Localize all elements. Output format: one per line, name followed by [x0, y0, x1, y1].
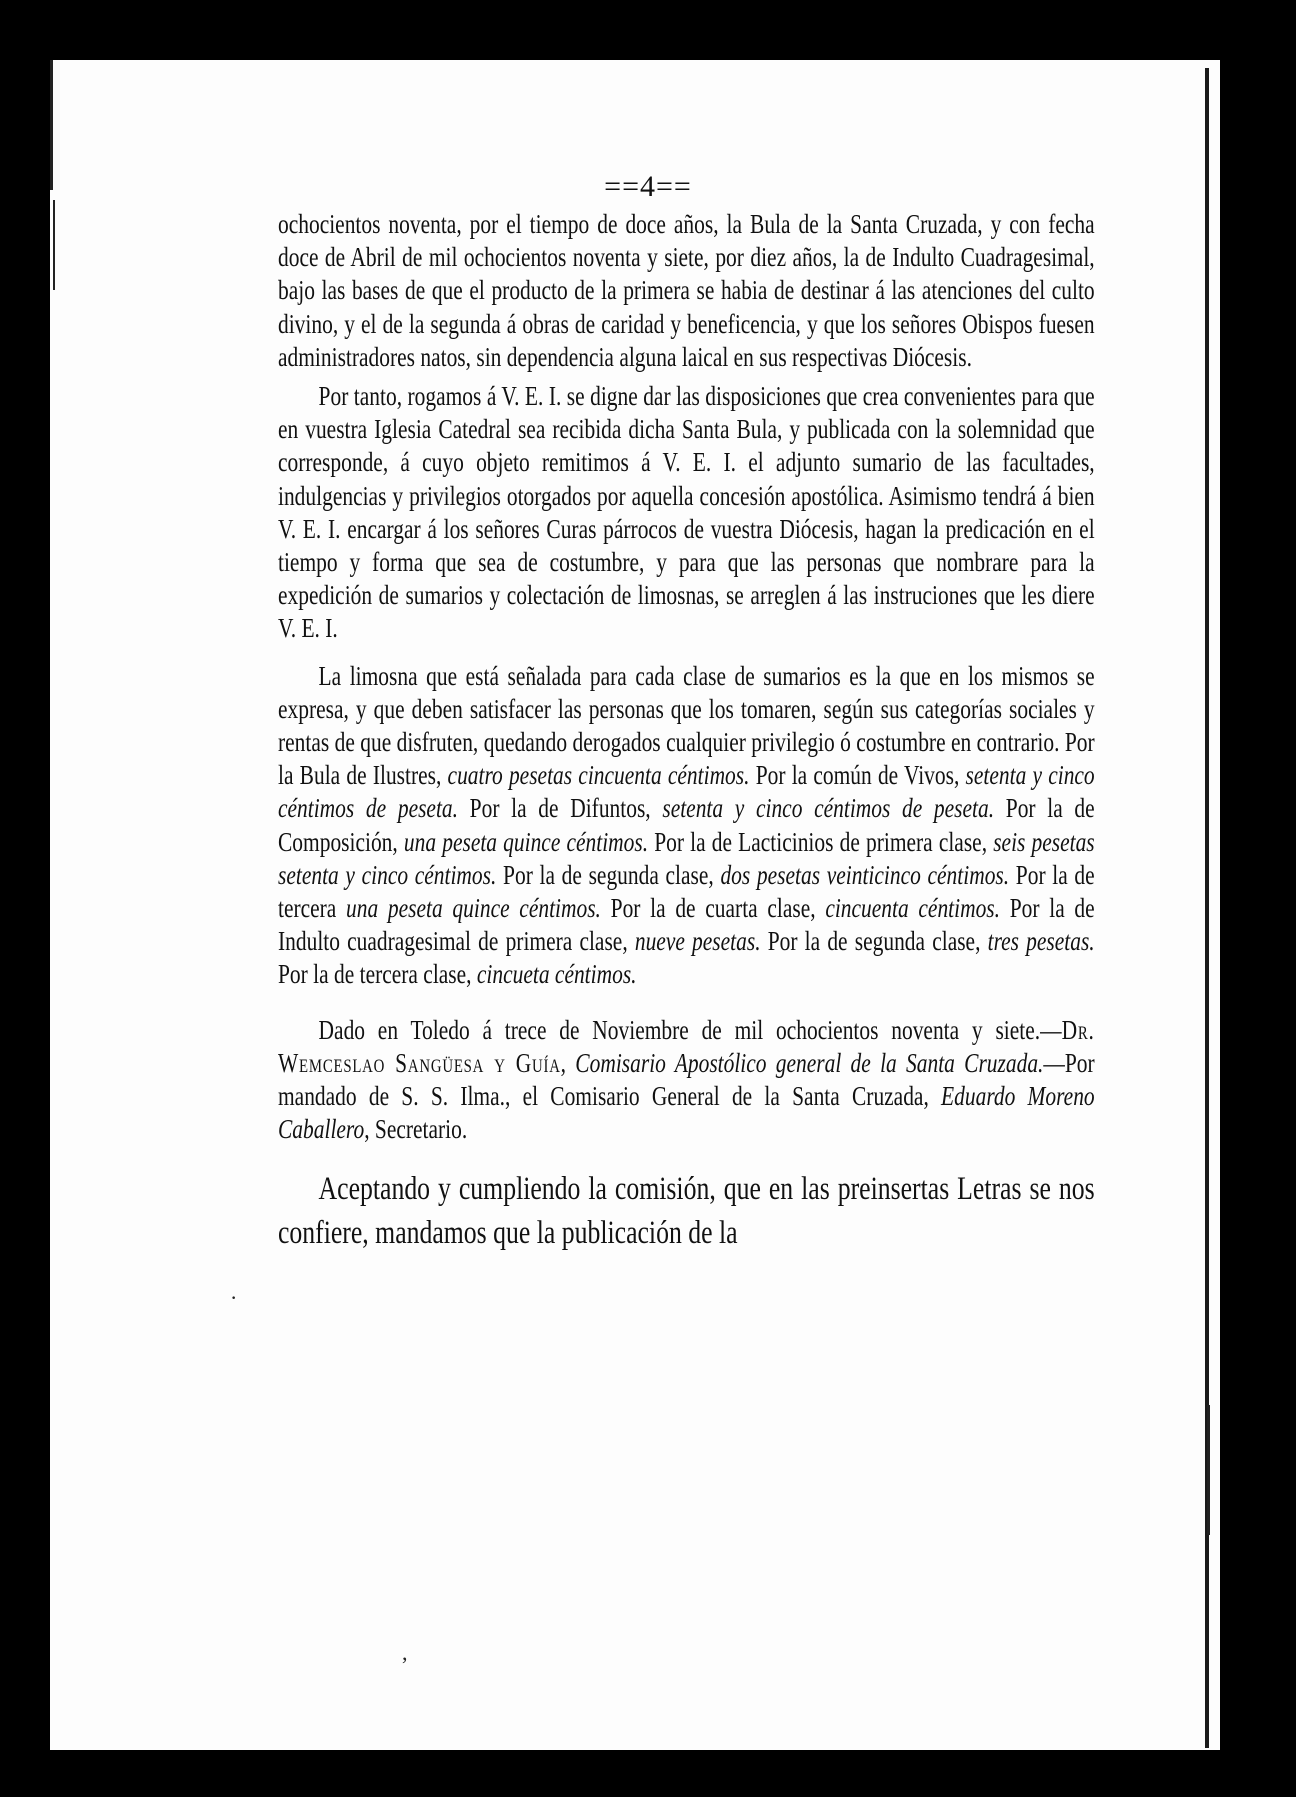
- price-composicion: una peseta quince céntimos.: [403, 825, 649, 857]
- body-text: [278, 207, 1095, 1255]
- signatory-name: Dr. Wemceslao Sangüesa y Guía: [278, 1013, 1095, 1078]
- text-run: ,: [560, 1046, 576, 1078]
- price-indulto-3: cincueta céntimos.: [476, 958, 637, 990]
- page-number: ==4==: [604, 170, 692, 203]
- price-lacticinios-2: dos pesetas veinticinco céntimos.: [720, 858, 1010, 890]
- price-indulto-2: tres pesetas.: [987, 925, 1095, 957]
- text-run: Por la de tercera clase,: [278, 958, 477, 990]
- price-vivos: setenta y cinco céntimos de peseta.: [278, 759, 1095, 824]
- text-run: La limosna que está señalada para cada clase de sumarios es la que en los mismos se expresa, y que deben satisfacer las personas que los tomaren, según sus categorías sociales y rentas de que disfruten, quedando derogados cualquier privilegio ó costumbre en contrario. Por la Bula de Ilustres,: [278, 659, 1095, 791]
- secretary-name: Eduardo Moreno Caballero: [278, 1080, 1095, 1145]
- text-run: Por la de segunda clase,: [760, 925, 988, 957]
- ink-speck: ·: [230, 1285, 238, 1310]
- price-lacticinios-3: una peseta quince céntimos.: [346, 892, 601, 924]
- paragraph-acceptance: Aceptando y cumpliendo la comisión, que en las preinsertas Letras se nos confiere, mandamos que la publicación de la: [278, 1171, 1095, 1252]
- paragraph-signature: [278, 1013, 1095, 1146]
- text-run: Por la de tercera: [278, 858, 1095, 924]
- text-run: Por la de Difuntos,: [458, 792, 663, 824]
- text-run: Por la de Composición,: [278, 792, 1095, 857]
- text-run: Por la de segunda clase,: [496, 858, 721, 890]
- price-ilustres: cuatro pesetas cincuenta céntimos.: [447, 759, 750, 791]
- price-difuntos: setenta y cinco céntimos de peseta.: [662, 792, 995, 824]
- paragraph-continuation: ochocientos noventa, por el tiempo de doce años, la Bula de la Santa Cruzada, y con fecha doce de Abril de mil ochocientos noventa y siete, por diez años, la de Indulto Cuadragesimal, bajo las bases de que el producto de la primera se habia de destinar á las atenciones del culto divino, y el de la segunda á obras de caridad y beneficencia, y que los señores Obispos fuesen administradores natos, sin dependencia alguna laical en sus respectivas Diócesis.: [278, 208, 1095, 372]
- left-edge-mark: [53, 200, 55, 290]
- paragraph-request: Por tanto, rogamos á V. E. I. se digne dar las disposiciones que crea convenientes para que en vuestra Iglesia Catedral sea recibida dicha Santa Bula, y publicada con la solemnidad que corresponde, á cuyo objeto remitimos á V. E. I. el adjunto sumario de las facultades, indulgencias y privilegios otorgados por aquella concesión apostólica. Asimismo tendrá á bien V. E. I. encargar á los señores Curas párrocos de vuestra Diócesis, hagan la predicación en el tiempo y forma que sea de costumbre, y para que las personas que nombrare para la expedición de sumarios y colectación de limosnas, se arreglen á las instruciones que les diere V. E. I.: [278, 380, 1095, 644]
- right-edge-mark: [1207, 1405, 1210, 1535]
- text-run: Por la común de Vivos,: [749, 759, 966, 791]
- text-run: , Secretario.: [364, 1113, 468, 1145]
- ink-speck: ,: [402, 1640, 408, 1665]
- price-indulto-1: nueve pesetas.: [634, 925, 761, 957]
- signatory-title: Comisario Apostólico general de la Santa Cruzada.: [575, 1046, 1044, 1078]
- text-run: Por la de cuarta clase,: [600, 892, 826, 924]
- text-run: Por la de Lacticinios de primera clase,: [648, 825, 994, 857]
- text-run: —Por mandado de S. S. Ilma., el Comisario General de la Santa Cruzada,: [278, 1046, 1095, 1112]
- text-run: Dado en Toledo á trece de Noviembre de mil ochocientos noventa y siete.—: [318, 1013, 1062, 1045]
- price-lacticinios-4: cincuenta céntimos.: [825, 892, 1001, 924]
- text-run: Por la de Indulto cuadragesimal de primera clase,: [278, 892, 1095, 957]
- price-lacticinios-1: seis pesetas setenta y cinco céntimos.: [278, 825, 1095, 890]
- paragraph-alms-prices: [278, 659, 1095, 991]
